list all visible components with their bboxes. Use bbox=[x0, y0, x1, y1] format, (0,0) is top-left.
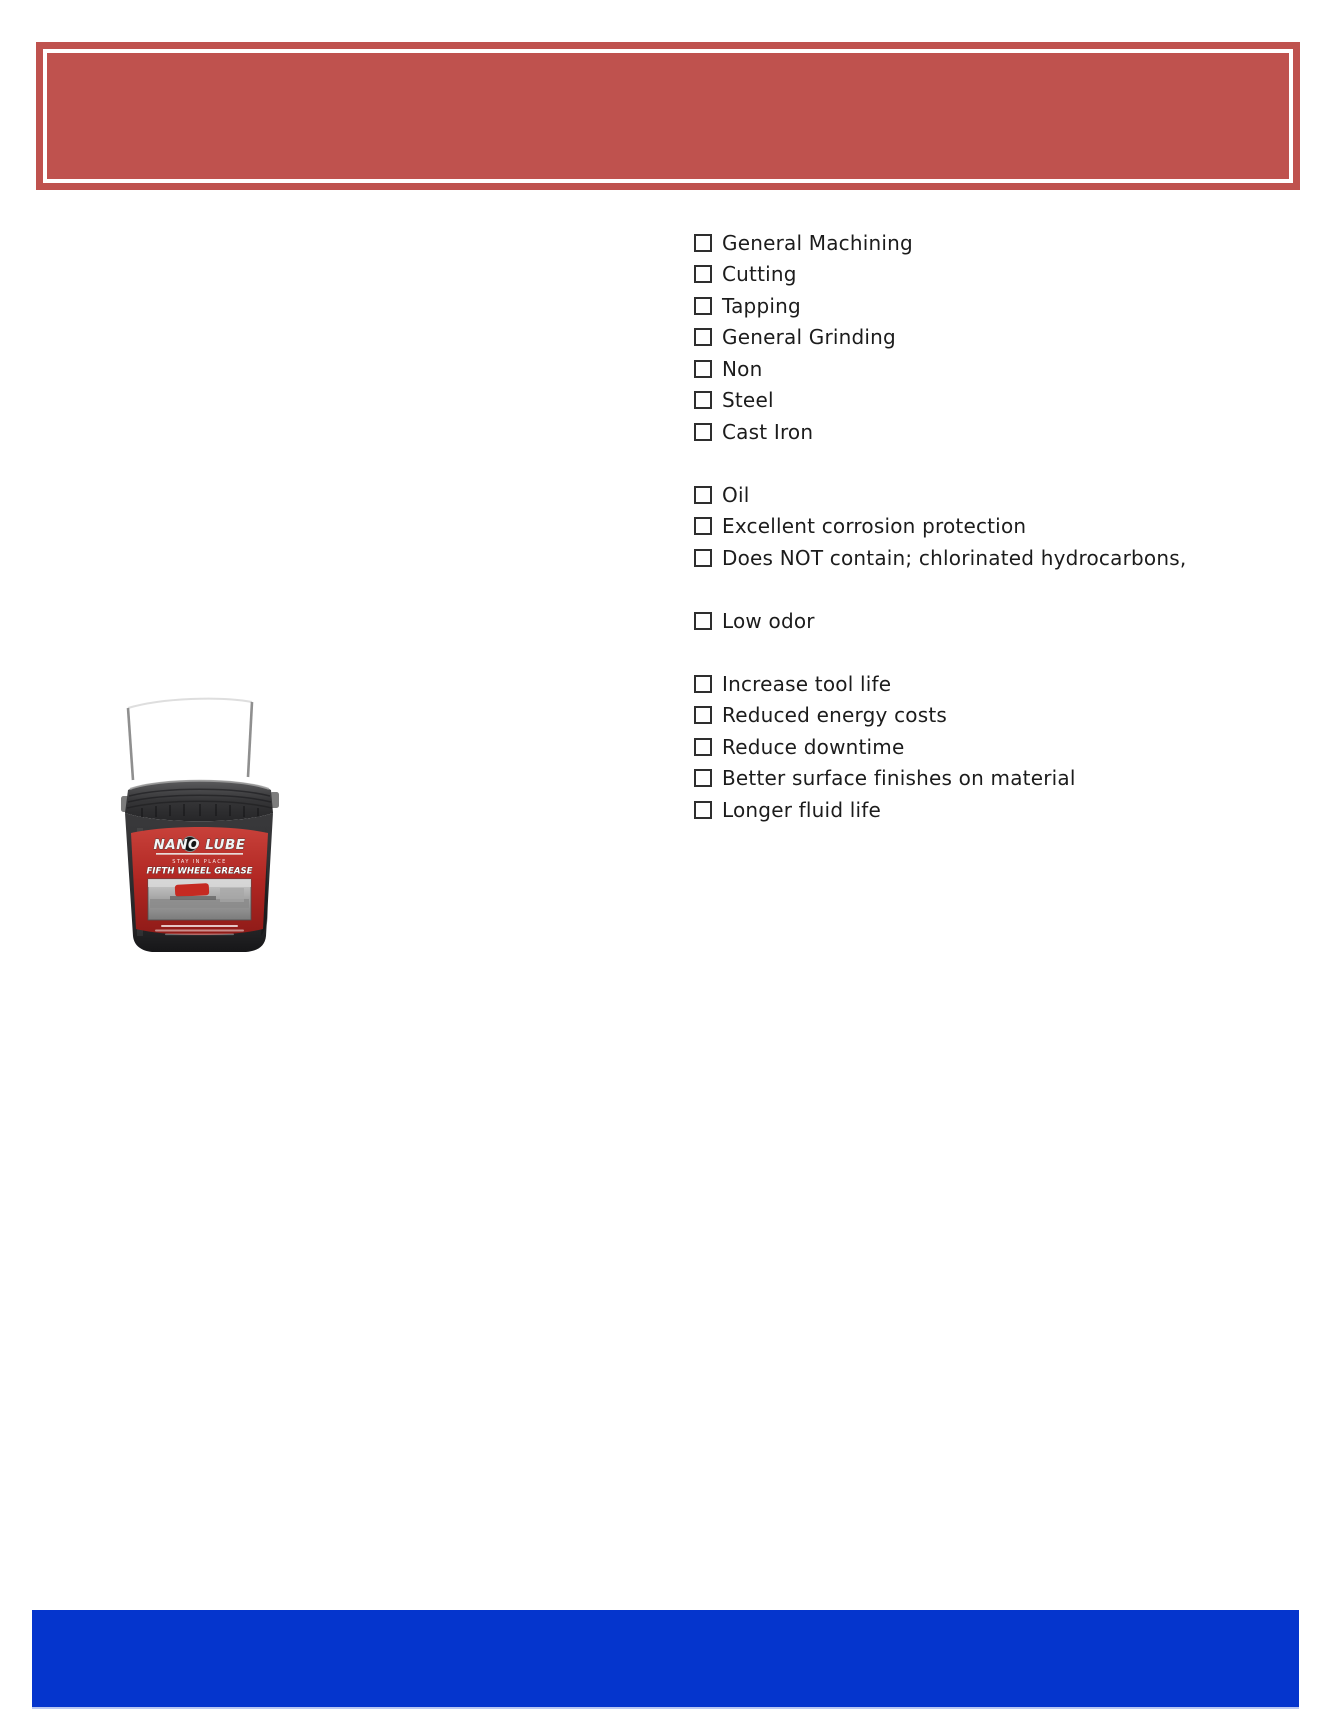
product-name-text: FIFTH WHEEL GREASE bbox=[146, 866, 253, 877]
label-photo bbox=[148, 879, 251, 920]
checklist-item-label: Low odor bbox=[722, 608, 815, 633]
checkbox-icon[interactable] bbox=[694, 769, 712, 787]
checklist-item bbox=[694, 700, 1254, 732]
product-image bbox=[120, 696, 280, 956]
checkbox-icon[interactable] bbox=[694, 517, 712, 535]
checklist-item bbox=[694, 322, 1254, 354]
checklist-item-label: Excellent corrosion protection bbox=[722, 514, 1027, 539]
checkbox-icon[interactable] bbox=[694, 706, 712, 724]
fine-print-line bbox=[155, 930, 244, 932]
checklist-item-label: Increase tool life bbox=[722, 671, 892, 696]
checklist-item bbox=[694, 416, 1254, 448]
checklist-item bbox=[694, 542, 1254, 574]
checkbox-icon[interactable] bbox=[694, 265, 712, 283]
checklist-item-label: Steel bbox=[722, 388, 774, 413]
checklist-item-label: General Machining bbox=[722, 230, 913, 255]
bucket-lid bbox=[125, 780, 273, 821]
checklist-item-label: Cast Iron bbox=[722, 419, 814, 444]
checkbox-icon[interactable] bbox=[694, 486, 712, 504]
checkbox-icon[interactable] bbox=[694, 612, 712, 630]
checklist-item bbox=[694, 668, 1254, 700]
checklist-item bbox=[694, 259, 1254, 291]
checklist bbox=[694, 227, 1254, 826]
checklist-item-label: Cutting bbox=[722, 262, 797, 287]
checkbox-icon[interactable] bbox=[694, 360, 712, 378]
checklist-item-label: Better surface finishes on material bbox=[722, 766, 1076, 791]
bucket-illustration bbox=[120, 696, 280, 956]
red-truck-shape bbox=[175, 883, 210, 897]
checklist-item-label: Non bbox=[722, 356, 763, 381]
checkbox-icon[interactable] bbox=[694, 391, 712, 409]
checkbox-icon[interactable] bbox=[694, 549, 712, 567]
checklist-item-label: Reduce downtime bbox=[722, 734, 905, 759]
checkbox-icon[interactable] bbox=[694, 297, 712, 315]
checkbox-icon[interactable] bbox=[694, 738, 712, 756]
checkbox-icon[interactable] bbox=[694, 328, 712, 346]
checkbox-icon[interactable] bbox=[694, 234, 712, 252]
checklist-item-label: Reduced energy costs bbox=[722, 703, 947, 728]
checkbox-icon[interactable] bbox=[694, 423, 712, 441]
checklist-item bbox=[694, 290, 1254, 322]
fine-print-line bbox=[165, 934, 234, 936]
top-banner-inner-border bbox=[43, 49, 1293, 183]
checklist-group-benefits bbox=[694, 668, 1254, 826]
checklist-group-odor bbox=[694, 605, 1254, 637]
checklist-item bbox=[694, 731, 1254, 763]
tagline-text: STAY IN PLACE bbox=[172, 859, 227, 865]
checklist-item bbox=[694, 385, 1254, 417]
checklist-item bbox=[694, 605, 1254, 637]
brand-text: NANO LUBE bbox=[153, 837, 246, 853]
checklist-item-label: Longer fluid life bbox=[722, 797, 882, 822]
checklist-group-applications bbox=[694, 227, 1254, 448]
bottom-banner bbox=[32, 1610, 1299, 1709]
fine-print-line bbox=[161, 925, 238, 927]
product-label bbox=[131, 827, 268, 935]
checkbox-icon[interactable] bbox=[694, 801, 712, 819]
checklist-item bbox=[694, 511, 1254, 543]
checklist-item bbox=[694, 227, 1254, 259]
checkbox-icon[interactable] bbox=[694, 675, 712, 693]
checklist-item-label: Does NOT contain; chlorinated hydrocarbons, bbox=[722, 545, 1187, 570]
checklist-item bbox=[694, 763, 1254, 795]
checklist-item bbox=[694, 353, 1254, 385]
checklist-item-label: General Grinding bbox=[722, 325, 896, 350]
checklist-item bbox=[694, 794, 1254, 826]
checklist-group-formulation bbox=[694, 479, 1254, 574]
checklist-item-label: Oil bbox=[722, 482, 750, 507]
checklist-item-label: Tapping bbox=[722, 293, 801, 318]
top-banner bbox=[36, 42, 1300, 190]
checklist-item bbox=[694, 479, 1254, 511]
